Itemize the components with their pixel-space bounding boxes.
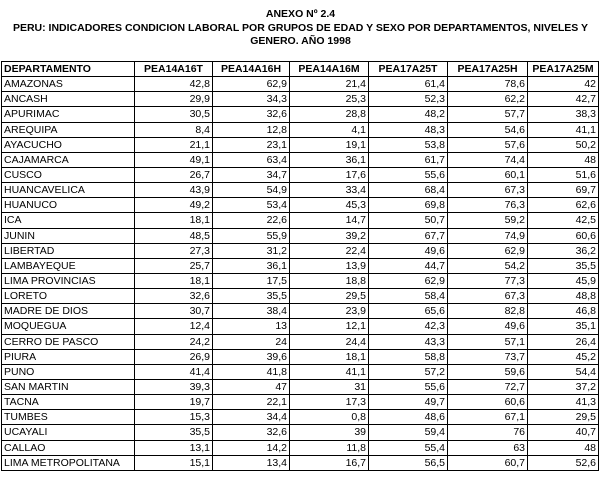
value-cell: 57,6 bbox=[448, 137, 528, 152]
value-cell: 45,2 bbox=[528, 349, 599, 364]
value-cell: 11,8 bbox=[290, 440, 369, 455]
table-row bbox=[2, 137, 599, 152]
value-cell: 33,4 bbox=[290, 183, 369, 198]
value-cell: 12,4 bbox=[135, 319, 213, 334]
value-cell: 62,9 bbox=[213, 77, 290, 92]
value-cell: 45,3 bbox=[290, 198, 369, 213]
value-cell: 55,4 bbox=[369, 440, 448, 455]
value-cell: 24,4 bbox=[290, 334, 369, 349]
column-header-pea14a16h: PEA14A16H bbox=[213, 62, 290, 77]
value-cell: 18,8 bbox=[290, 273, 369, 288]
table-row bbox=[2, 183, 599, 198]
value-cell: 13,1 bbox=[135, 440, 213, 455]
table-row bbox=[2, 77, 599, 92]
value-cell: 52,3 bbox=[369, 92, 448, 107]
value-cell: 77,3 bbox=[448, 273, 528, 288]
department-cell: HUANCAVELICA bbox=[2, 183, 135, 198]
value-cell: 43,3 bbox=[369, 334, 448, 349]
value-cell: 41,4 bbox=[135, 364, 213, 379]
value-cell: 19,1 bbox=[290, 137, 369, 152]
department-cell: LORETO bbox=[2, 289, 135, 304]
value-cell: 54,4 bbox=[528, 364, 599, 379]
table-row bbox=[2, 349, 599, 364]
value-cell: 35,1 bbox=[528, 319, 599, 334]
value-cell: 55,6 bbox=[369, 379, 448, 394]
value-cell: 14,2 bbox=[213, 440, 290, 455]
department-cell: PIURA bbox=[2, 349, 135, 364]
value-cell: 39 bbox=[290, 425, 369, 440]
value-cell: 22,6 bbox=[213, 213, 290, 228]
table-row bbox=[2, 152, 599, 167]
column-header-departamento: DEPARTAMENTO bbox=[2, 62, 135, 77]
value-cell: 76,3 bbox=[448, 198, 528, 213]
table-row bbox=[2, 304, 599, 319]
value-cell: 23,1 bbox=[213, 137, 290, 152]
value-cell: 62,6 bbox=[528, 198, 599, 213]
value-cell: 67,7 bbox=[369, 228, 448, 243]
table-row bbox=[2, 92, 599, 107]
table-row bbox=[2, 122, 599, 137]
value-cell: 24 bbox=[213, 334, 290, 349]
department-cell: SAN MARTIN bbox=[2, 379, 135, 394]
value-cell: 78,6 bbox=[448, 77, 528, 92]
value-cell: 21,4 bbox=[290, 77, 369, 92]
value-cell: 12,1 bbox=[290, 319, 369, 334]
value-cell: 49,1 bbox=[135, 152, 213, 167]
value-cell: 25,3 bbox=[290, 92, 369, 107]
value-cell: 59,6 bbox=[448, 364, 528, 379]
value-cell: 48,5 bbox=[135, 228, 213, 243]
value-cell: 39,2 bbox=[290, 228, 369, 243]
column-header-pea14a16t: PEA14A16T bbox=[135, 62, 213, 77]
value-cell: 0,8 bbox=[290, 410, 369, 425]
value-cell: 8,4 bbox=[135, 122, 213, 137]
department-cell: LIBERTAD bbox=[2, 243, 135, 258]
value-cell: 42 bbox=[528, 77, 599, 92]
value-cell: 55,9 bbox=[213, 228, 290, 243]
value-cell: 37,2 bbox=[528, 379, 599, 394]
annex-label: ANEXO Nº 2.4 bbox=[265, 8, 336, 20]
value-cell: 17,6 bbox=[290, 167, 369, 182]
value-cell: 17,3 bbox=[290, 395, 369, 410]
value-cell: 18,1 bbox=[135, 213, 213, 228]
column-header-pea14a16m: PEA14A16M bbox=[290, 62, 369, 77]
value-cell: 16,7 bbox=[290, 455, 369, 470]
value-cell: 50,7 bbox=[369, 213, 448, 228]
value-cell: 36,2 bbox=[528, 243, 599, 258]
value-cell: 26,7 bbox=[135, 167, 213, 182]
value-cell: 57,2 bbox=[369, 364, 448, 379]
value-cell: 41,3 bbox=[528, 395, 599, 410]
table-row bbox=[2, 258, 599, 273]
value-cell: 48,6 bbox=[369, 410, 448, 425]
value-cell: 49,2 bbox=[135, 198, 213, 213]
department-cell: PUNO bbox=[2, 364, 135, 379]
value-cell: 22,1 bbox=[213, 395, 290, 410]
value-cell: 53,4 bbox=[213, 198, 290, 213]
table-body bbox=[2, 77, 599, 471]
value-cell: 48,2 bbox=[369, 107, 448, 122]
department-cell: MADRE DE DIOS bbox=[2, 304, 135, 319]
report-title-line1: PERU: INDICADORES CONDICION LABORAL POR GRUPOS DE EDAD Y SEXO POR DEPARTAMENTOS, NIVELES Y bbox=[12, 21, 589, 34]
table-row bbox=[2, 198, 599, 213]
department-cell: CUSCO bbox=[2, 167, 135, 182]
value-cell: 68,4 bbox=[369, 183, 448, 198]
value-cell: 57,1 bbox=[448, 334, 528, 349]
value-cell: 62,9 bbox=[448, 243, 528, 258]
value-cell: 57,7 bbox=[448, 107, 528, 122]
value-cell: 61,7 bbox=[369, 152, 448, 167]
value-cell: 62,9 bbox=[369, 273, 448, 288]
department-cell: AYACUCHO bbox=[2, 137, 135, 152]
value-cell: 26,4 bbox=[528, 334, 599, 349]
department-cell: LIMA METROPOLITANA bbox=[2, 455, 135, 470]
value-cell: 26,9 bbox=[135, 349, 213, 364]
indicators-table bbox=[1, 61, 599, 471]
value-cell: 25,7 bbox=[135, 258, 213, 273]
table-row bbox=[2, 243, 599, 258]
value-cell: 40,7 bbox=[528, 425, 599, 440]
value-cell: 28,8 bbox=[290, 107, 369, 122]
value-cell: 27,3 bbox=[135, 243, 213, 258]
value-cell: 54,6 bbox=[448, 122, 528, 137]
value-cell: 30,5 bbox=[135, 107, 213, 122]
table-row bbox=[2, 425, 599, 440]
value-cell: 18,1 bbox=[290, 349, 369, 364]
value-cell: 74,9 bbox=[448, 228, 528, 243]
value-cell: 34,7 bbox=[213, 167, 290, 182]
department-cell: UCAYALI bbox=[2, 425, 135, 440]
department-cell: CALLAO bbox=[2, 440, 135, 455]
value-cell: 35,5 bbox=[528, 258, 599, 273]
table-header-row bbox=[2, 62, 599, 77]
value-cell: 69,7 bbox=[528, 183, 599, 198]
value-cell: 24,2 bbox=[135, 334, 213, 349]
value-cell: 43,9 bbox=[135, 183, 213, 198]
value-cell: 13,9 bbox=[290, 258, 369, 273]
value-cell: 76 bbox=[448, 425, 528, 440]
value-cell: 13 bbox=[213, 319, 290, 334]
table-row bbox=[2, 289, 599, 304]
value-cell: 38,4 bbox=[213, 304, 290, 319]
value-cell: 60,6 bbox=[528, 228, 599, 243]
value-cell: 30,7 bbox=[135, 304, 213, 319]
table-row bbox=[2, 395, 599, 410]
value-cell: 59,2 bbox=[448, 213, 528, 228]
value-cell: 50,2 bbox=[528, 137, 599, 152]
value-cell: 4,1 bbox=[290, 122, 369, 137]
value-cell: 49,6 bbox=[369, 243, 448, 258]
value-cell: 41,1 bbox=[290, 364, 369, 379]
value-cell: 56,5 bbox=[369, 455, 448, 470]
value-cell: 49,6 bbox=[448, 319, 528, 334]
department-cell: HUANUCO bbox=[2, 198, 135, 213]
department-cell: ANCASH bbox=[2, 92, 135, 107]
department-cell: APURIMAC bbox=[2, 107, 135, 122]
table-row bbox=[2, 213, 599, 228]
department-cell: TUMBES bbox=[2, 410, 135, 425]
value-cell: 48,8 bbox=[528, 289, 599, 304]
table-row bbox=[2, 455, 599, 470]
value-cell: 41,8 bbox=[213, 364, 290, 379]
value-cell: 45,9 bbox=[528, 273, 599, 288]
column-header-pea17a25t: PEA17A25T bbox=[369, 62, 448, 77]
table-row bbox=[2, 440, 599, 455]
department-cell: AREQUIPA bbox=[2, 122, 135, 137]
value-cell: 32,6 bbox=[135, 289, 213, 304]
value-cell: 42,8 bbox=[135, 77, 213, 92]
table-row bbox=[2, 410, 599, 425]
value-cell: 82,8 bbox=[448, 304, 528, 319]
value-cell: 34,3 bbox=[213, 92, 290, 107]
value-cell: 60,6 bbox=[448, 395, 528, 410]
table-row bbox=[2, 107, 599, 122]
value-cell: 46,8 bbox=[528, 304, 599, 319]
value-cell: 73,7 bbox=[448, 349, 528, 364]
value-cell: 12,8 bbox=[213, 122, 290, 137]
department-cell: TACNA bbox=[2, 395, 135, 410]
value-cell: 60,1 bbox=[448, 167, 528, 182]
value-cell: 39,6 bbox=[213, 349, 290, 364]
department-cell: AMAZONAS bbox=[2, 77, 135, 92]
report-title-line2: GENERO. AÑO 1998 bbox=[250, 35, 351, 47]
value-cell: 14,7 bbox=[290, 213, 369, 228]
report-header bbox=[0, 8, 601, 49]
value-cell: 34,4 bbox=[213, 410, 290, 425]
table-row bbox=[2, 273, 599, 288]
value-cell: 52,6 bbox=[528, 455, 599, 470]
value-cell: 17,5 bbox=[213, 273, 290, 288]
table-row bbox=[2, 379, 599, 394]
value-cell: 72,7 bbox=[448, 379, 528, 394]
value-cell: 74,4 bbox=[448, 152, 528, 167]
column-header-pea17a25m: PEA17A25M bbox=[528, 62, 599, 77]
value-cell: 44,7 bbox=[369, 258, 448, 273]
department-cell: LIMA PROVINCIAS bbox=[2, 273, 135, 288]
table-row bbox=[2, 319, 599, 334]
value-cell: 31,2 bbox=[213, 243, 290, 258]
value-cell: 29,5 bbox=[290, 289, 369, 304]
value-cell: 22,4 bbox=[290, 243, 369, 258]
table-row bbox=[2, 364, 599, 379]
department-cell: ICA bbox=[2, 213, 135, 228]
value-cell: 69,8 bbox=[369, 198, 448, 213]
value-cell: 36,1 bbox=[290, 152, 369, 167]
value-cell: 48,3 bbox=[369, 122, 448, 137]
value-cell: 47 bbox=[213, 379, 290, 394]
value-cell: 67,1 bbox=[448, 410, 528, 425]
value-cell: 15,3 bbox=[135, 410, 213, 425]
department-cell: MOQUEGUA bbox=[2, 319, 135, 334]
column-header-pea17a25h: PEA17A25H bbox=[448, 62, 528, 77]
value-cell: 29,5 bbox=[528, 410, 599, 425]
value-cell: 39,3 bbox=[135, 379, 213, 394]
department-cell: JUNIN bbox=[2, 228, 135, 243]
value-cell: 53,8 bbox=[369, 137, 448, 152]
value-cell: 48 bbox=[528, 152, 599, 167]
value-cell: 58,8 bbox=[369, 349, 448, 364]
value-cell: 63,4 bbox=[213, 152, 290, 167]
value-cell: 62,2 bbox=[448, 92, 528, 107]
table-row bbox=[2, 334, 599, 349]
value-cell: 42,5 bbox=[528, 213, 599, 228]
value-cell: 60,7 bbox=[448, 455, 528, 470]
value-cell: 49,7 bbox=[369, 395, 448, 410]
value-cell: 29,9 bbox=[135, 92, 213, 107]
value-cell: 67,3 bbox=[448, 289, 528, 304]
value-cell: 41,1 bbox=[528, 122, 599, 137]
value-cell: 63 bbox=[448, 440, 528, 455]
value-cell: 19,7 bbox=[135, 395, 213, 410]
value-cell: 65,6 bbox=[369, 304, 448, 319]
value-cell: 51,6 bbox=[528, 167, 599, 182]
value-cell: 54,9 bbox=[213, 183, 290, 198]
value-cell: 54,2 bbox=[448, 258, 528, 273]
value-cell: 23,9 bbox=[290, 304, 369, 319]
value-cell: 58,4 bbox=[369, 289, 448, 304]
value-cell: 31 bbox=[290, 379, 369, 394]
value-cell: 15,1 bbox=[135, 455, 213, 470]
value-cell: 67,3 bbox=[448, 183, 528, 198]
value-cell: 42,3 bbox=[369, 319, 448, 334]
value-cell: 36,1 bbox=[213, 258, 290, 273]
value-cell: 21,1 bbox=[135, 137, 213, 152]
department-cell: CAJAMARCA bbox=[2, 152, 135, 167]
table-row bbox=[2, 167, 599, 182]
table-row bbox=[2, 228, 599, 243]
department-cell: LAMBAYEQUE bbox=[2, 258, 135, 273]
value-cell: 42,7 bbox=[528, 92, 599, 107]
value-cell: 32,6 bbox=[213, 425, 290, 440]
value-cell: 38,3 bbox=[528, 107, 599, 122]
value-cell: 32,6 bbox=[213, 107, 290, 122]
value-cell: 35,5 bbox=[213, 289, 290, 304]
value-cell: 55,6 bbox=[369, 167, 448, 182]
value-cell: 13,4 bbox=[213, 455, 290, 470]
value-cell: 48 bbox=[528, 440, 599, 455]
department-cell: CERRO DE PASCO bbox=[2, 334, 135, 349]
value-cell: 59,4 bbox=[369, 425, 448, 440]
value-cell: 61,4 bbox=[369, 77, 448, 92]
value-cell: 18,1 bbox=[135, 273, 213, 288]
value-cell: 35,5 bbox=[135, 425, 213, 440]
